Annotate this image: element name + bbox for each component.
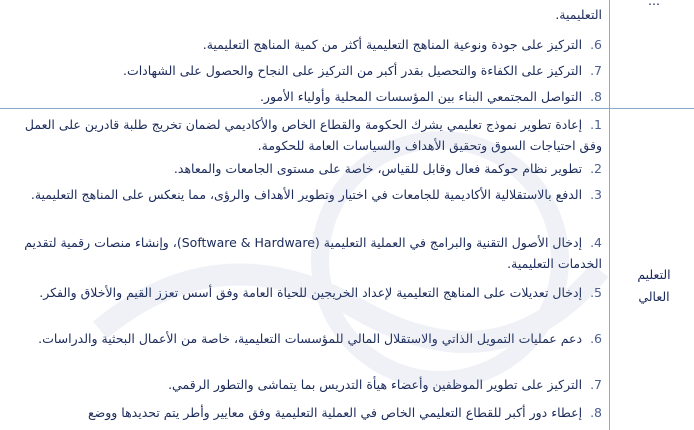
item-text: الدفع بالاستقلالية الأكاديمية للجامعات في اختيار وتطوير الأهداف والرؤى، مما ينعكس على المناهج التعليمية. (30, 187, 583, 202)
list-item (16, 4, 602, 25)
item-number: 7. (590, 377, 602, 392)
item-text: التركيز على جودة ونوعية المناهج التعليمية أكثر من كمية المناهج التعليمية. (202, 37, 583, 52)
list-item (16, 114, 602, 156)
item-number: 8. (590, 405, 602, 420)
item-text: التركيز على تطوير الموظفين وأعضاء هيأة التدريس بما يتماشى والتطور الرقمي. (168, 377, 583, 392)
item-text: إدخال تعديلات على المناهج التعليمية لإعداد الخريجين للحياة العامة وفق أسس تعزز القيم والأخلاق والفكر. (39, 285, 583, 300)
item-number: 1. (590, 117, 602, 132)
category-label (614, 264, 694, 308)
category-label-line2: العالي (638, 289, 670, 304)
item-number: 7. (590, 63, 602, 78)
top-category-fragment: ... (648, 0, 660, 8)
item-number: 3. (590, 187, 602, 202)
list-item (16, 232, 602, 274)
item-text: دعم عمليات التمويل الذاتي والاستقلال المالي للمؤسسات التعليمية، خاصة من الأعمال البحثية والدراسات. (38, 331, 583, 346)
list-item (16, 374, 602, 395)
item-number: 2. (590, 161, 602, 176)
list-item (16, 282, 602, 303)
section-divider (0, 108, 694, 109)
item-number: 6. (590, 331, 602, 346)
item-text: التواصل المجتمعي البناء بين المؤسسات المحلية وأولياء الأمور. (259, 89, 583, 104)
list-item (16, 86, 602, 107)
item-text: التركيز على الكفاءة والتحصيل بقدر أكبر من التركيز على النجاح والحصول على الشهادات. (122, 63, 583, 78)
item-text: إعادة تطوير نموذج تعليمي يشرك الحكومة والقطاع الخاص والأكاديمي لضمان تخريج طلبة قادرين على العمل وفق احتياجات السوق وتحقيق الأهداف والسياسات العامة للحكومة. (24, 117, 602, 153)
item-text: إعطاء دور أكبر للقطاع التعليمي الخاص في العملية التعليمية وفق معايير وأطر يتم تحديدها ووضع (87, 405, 583, 420)
item-text: إدخال الأصول التقنية والبرامج في العملية التعليمية (Software & Hardware)، وإنشاء منصات رقمية لتقديم الخدمات التعليمية. (24, 235, 602, 271)
item-text: تطوير نظام حوكمة فعال وقابل للقياس، خاصة على مستوى الجامعات والمعاهد. (173, 161, 583, 176)
item-number: 8. (590, 89, 602, 104)
list-item (16, 402, 602, 423)
item-number: 5. (590, 285, 602, 300)
list-item (16, 60, 602, 81)
item-number: 4. (590, 235, 602, 250)
column-divider (609, 0, 610, 430)
list-item (16, 158, 602, 179)
list-item (16, 328, 602, 349)
list-item (16, 184, 602, 205)
item-text: التعليمية. (555, 7, 602, 22)
item-number: 6. (590, 37, 602, 52)
category-label-line1: التعليم (637, 267, 671, 282)
list-item (16, 34, 602, 55)
